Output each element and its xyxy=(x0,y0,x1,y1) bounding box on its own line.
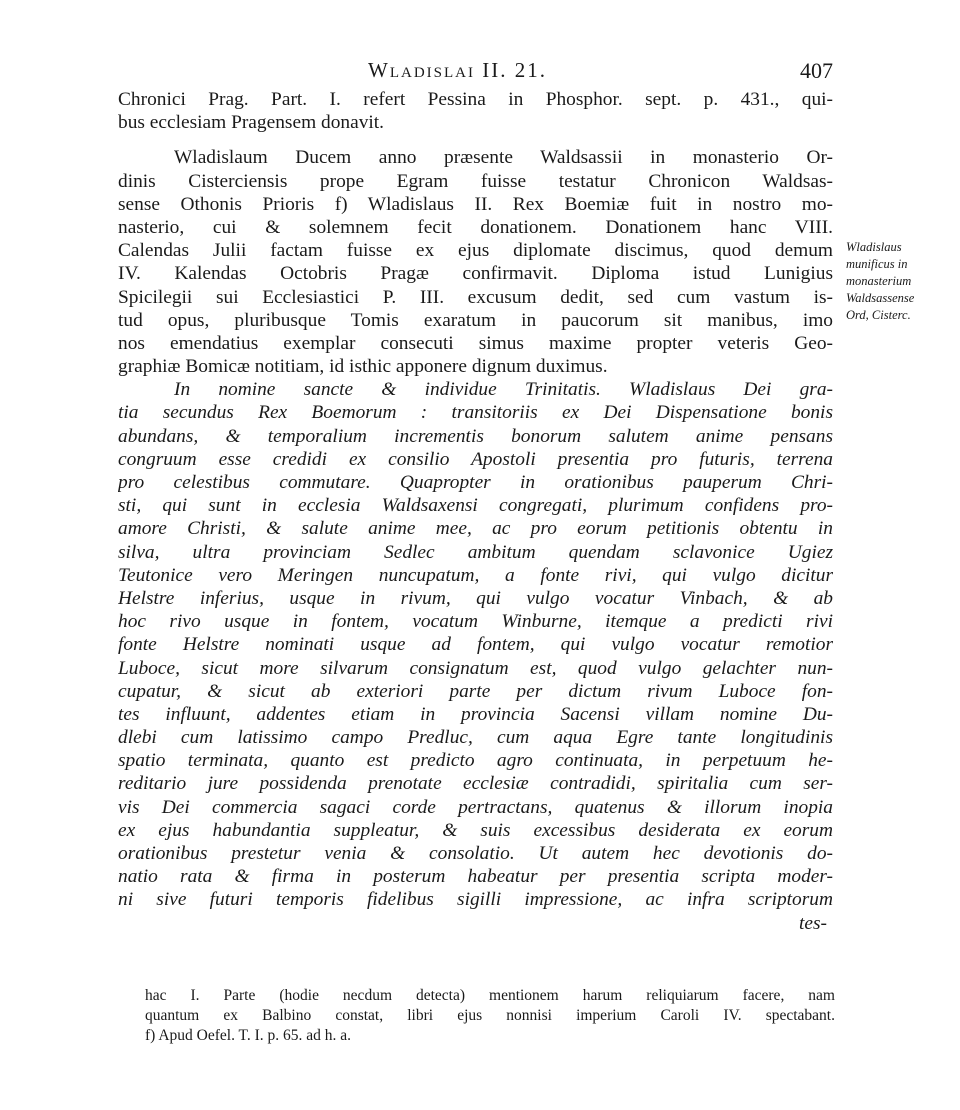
paragraph-2 xyxy=(118,146,833,378)
text-line: Chronici Prag. Part. I. refert Pessina in Phosphor. sept. p. 431., qui- xyxy=(118,89,833,110)
text-line: IV. Kalendas Octobris Pragæ confirmavit. Diploma istud Lunigius xyxy=(118,263,833,285)
margin-note-line: Ord, Cisterc. xyxy=(846,308,911,322)
text-line: sti, qui sunt in ecclesia Waldsaxensi congregati, plurimum confidens pro- xyxy=(118,495,833,517)
text-line: sense Othonis Prioris f) Wladislaus II. Rex Boemiæ fuit in nostro mo- xyxy=(118,193,833,215)
text-line: orationibus prestetur venia & consolatio. Ut autem hec devotionis do- xyxy=(118,843,833,865)
text-line: amore Christi, & salute anime mee, ac pro eorum petitionis obtentu in xyxy=(118,518,833,540)
margin-note-line: monasterium xyxy=(846,274,912,288)
footnote-line: f) Apud Oefel. T. I. p. 65. ad h. a. xyxy=(145,1027,352,1044)
page-number: 407 xyxy=(800,58,833,83)
text-line: ex ejus habundantia suppleatur, & suis excessibus desiderata ex eorum xyxy=(118,819,833,841)
text-line: cupatur, & sicut ab exteriori parte per dictum rivum Luboce fon- xyxy=(118,680,833,702)
text-line: Luboce, sicut more silvarum consignatum est, quod vulgo gelachter nun- xyxy=(118,657,833,679)
text-line: tes influunt, addentes etiam in provincia Sacensi villam nomine Du- xyxy=(118,703,833,725)
margin-note-line: Waldsassense xyxy=(846,291,915,305)
text-line: Teutonice vero Meringen nuncupatum, a fonte rivi, qui vulgo dicitur xyxy=(118,564,833,586)
text-line: nos emendatius exemplar consecuti simus maxime propter veteris Geo- xyxy=(118,332,833,354)
page-header xyxy=(118,58,833,88)
footnotes xyxy=(145,986,835,1046)
text-line: dlebi cum latissimo campo Predluc, cum aqua Egre tante longitudinis xyxy=(118,727,833,749)
text-line: natio rata & firma in posterum habeatur per presentia scripta moder- xyxy=(118,866,833,888)
body-text xyxy=(118,88,833,935)
text-line: fonte Helstre nominati usque ad fontem, qui vulgo vocatur remotior xyxy=(118,634,833,656)
text-line: ni sive futuri temporis fidelibus sigilli impressione, ac infra scriptorum xyxy=(118,889,833,911)
text-line: congruum esse credidi ex consilio Apostoli presentia pro futuris, terrena xyxy=(118,448,833,470)
text-line: graphiæ Bomicæ notitiam, id isthic apponere dignum duximus. xyxy=(118,356,608,378)
margin-note-line: munificus in xyxy=(846,257,908,271)
text-line: spatio terminata, quanto est predicto agro continuata, in perpetuum he- xyxy=(118,750,833,772)
margin-note xyxy=(846,239,946,324)
text-line: reditario jure possidenda prenotate ecclesiæ contradidi, spiritalia cum ser- xyxy=(118,773,833,795)
text-line: tud opus, pluribusque Tomis exaratum in paucorum sit manibus, imo xyxy=(118,309,833,331)
text-line: In nomine sancte & individue Trinitatis. Wladislaus Dei gra- xyxy=(174,379,833,401)
catchword: tes- xyxy=(799,912,827,934)
diploma-text xyxy=(118,378,833,935)
text-line: Calendas Julii factam fuisse ex ejus diplomate discimus, quod demum xyxy=(118,240,833,262)
text-line: Helstre inferius, usque in rivum, qui vulgo vocatur Vinbach, & ab xyxy=(118,587,833,609)
text-line: bus ecclesiam Pragensem donavit. xyxy=(118,112,385,134)
text-line: hoc rivo usque in fontem, vocatum Winburne, itemque a predicti rivi xyxy=(118,611,833,633)
text-line: tia secundus Rex Boemorum : transitoriis ex Dei Dispensatione bonis xyxy=(118,402,833,424)
text-line: vis Dei commercia sagaci corde pertractans, quatenus & illorum inopia xyxy=(118,796,833,818)
text-line: silva, ultra provinciam Sedlec ambitum quendam sclavonice Ugiez xyxy=(118,541,833,563)
text-line: Wladislaum Ducem anno præsente Waldsassii in monasterio Or- xyxy=(174,147,833,169)
text-line: dinis Cisterciensis prope Egram fuisse testatur Chronicon Waldsas- xyxy=(118,170,833,192)
footnote-line: quantum ex Balbino constat, libri ejus nonnisi imperium Caroli IV. spectabant. xyxy=(145,1007,835,1024)
margin-note-line: Wladislaus xyxy=(846,240,902,254)
paragraph-1 xyxy=(118,88,833,134)
running-head: Wladislai II. 21. xyxy=(368,58,547,82)
text-line: Spicilegii sui Ecclesiastici P. III. excusum dedit, sed cum vastum is- xyxy=(118,286,833,308)
text-line: nasterio, cui & solemnem fecit donationem. Donationem hanc VIII. xyxy=(118,216,833,238)
text-line: pro celestibus commutare. Quapropter in orationibus pauperum Chri- xyxy=(118,472,833,494)
footnote-line: hac I. Parte (hodie necdum detecta) mentionem harum reliquiarum facere, nam xyxy=(145,987,835,1004)
text-line: abundans, & temporalium incrementis bonorum salutem anime pensans xyxy=(118,425,833,447)
